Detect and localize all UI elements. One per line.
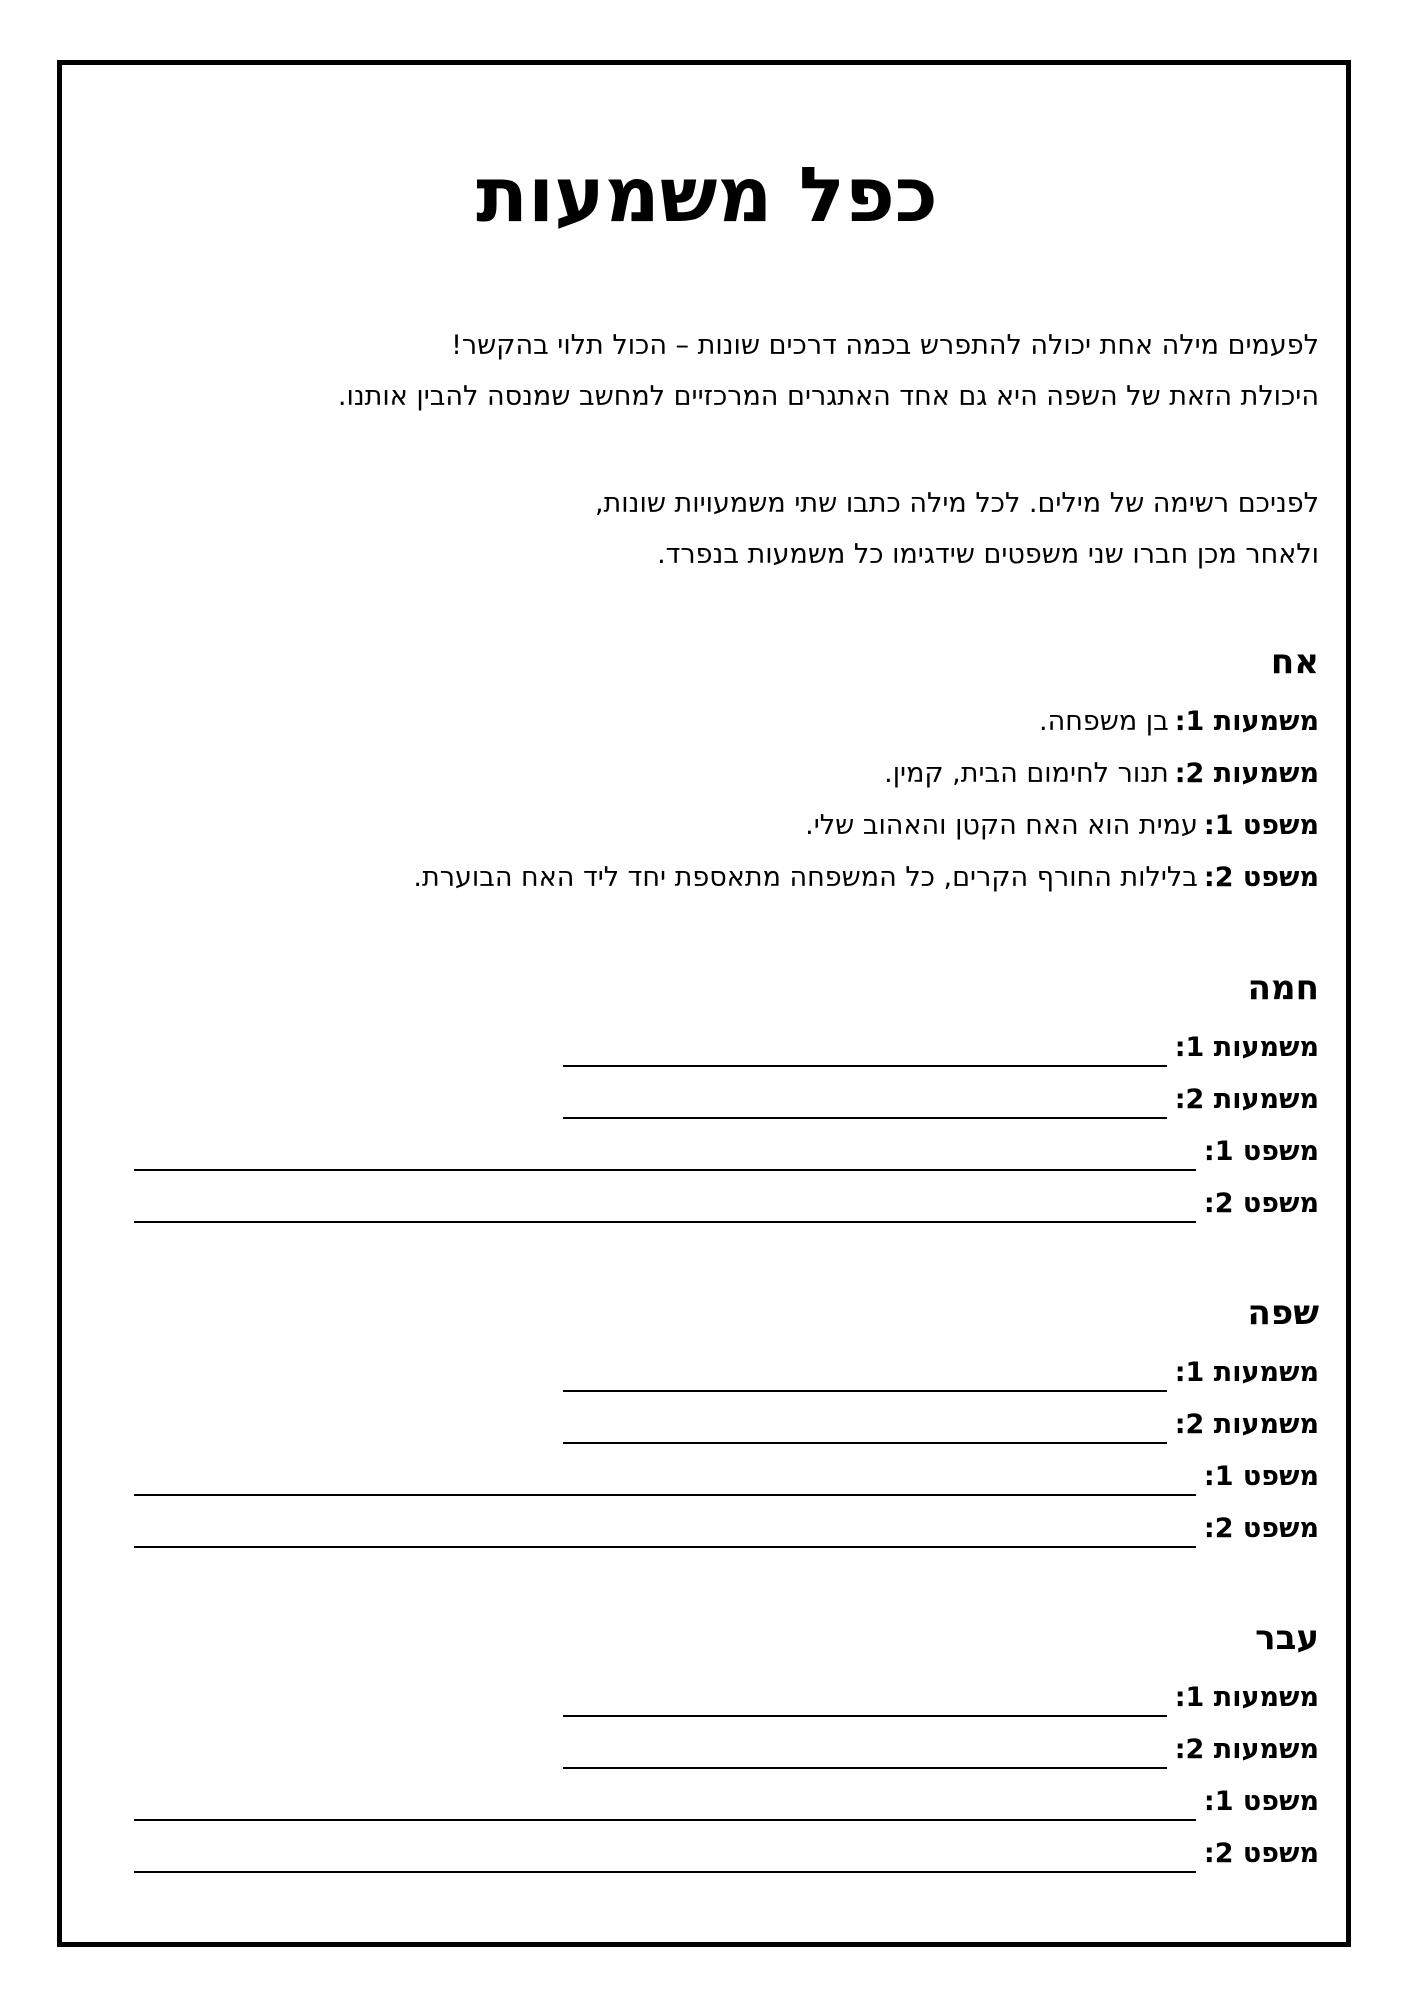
sentence-2-answer-line[interactable] [134,1841,1196,1873]
sentence-1-label: משפט 1: [1203,1461,1319,1492]
sentence-2-label: משפט 2: [1203,1188,1319,1219]
sentence-2-answer-line[interactable] [134,1516,1196,1548]
meaning-1-answer-line[interactable] [563,1685,1167,1717]
intro-line: היכולת הזאת של השפה היא גם אחד האתגרים המרכזיים למחשב שמנסה להבין אותנו. [337,381,1319,412]
sentence-1-answer-line[interactable] [134,1139,1196,1171]
meaning-2-label: משמעות 2: [1174,1084,1319,1115]
meaning-2-answer-line[interactable] [563,1087,1167,1119]
example-sentence-1 [805,807,1319,845]
sentence-2-text: בלילות החורף הקרים, כל המשפחה מתאספת יחד ליד האח הבוערת. [413,862,1198,893]
instructions-paragraph [595,478,1319,580]
example-word-heading: אח [1270,642,1319,682]
meaning-2-label: משמעות 2: [1174,1734,1319,1765]
sentence-2-label: משפט 2: [1203,862,1319,893]
meaning-1-label: משמעות 1: [1174,706,1319,737]
exercise-word-heading: עבר [1255,1618,1319,1658]
sentence-1-label: משפט 1: [1203,1136,1319,1167]
meaning-2-answer-line[interactable] [563,1737,1167,1769]
meaning-2-answer-line[interactable] [563,1412,1167,1444]
meaning-1-answer-line[interactable] [563,1360,1167,1392]
exercise-sentence-2 [134,1835,1319,1873]
page-title: כפל משמעות [476,150,938,239]
exercise-word-heading: חמה [1247,968,1319,1008]
meaning-2-label: משמעות 2: [1174,1409,1319,1440]
sentence-1-answer-line[interactable] [134,1464,1196,1496]
exercise-sentence-1 [134,1133,1319,1171]
sentence-2-label: משפט 2: [1203,1513,1319,1544]
sentence-2-label: משפט 2: [1203,1838,1319,1869]
example-meaning-1 [1039,703,1319,741]
meaning-1-label: משמעות 1: [1174,1032,1319,1063]
intro-line: לפעמים מילה אחת יכולה להתפרש בכמה דרכים שונות – הכול תלוי בהקשר! [451,330,1319,361]
sentence-1-answer-line[interactable] [134,1789,1196,1821]
meaning-2-label: משמעות 2: [1174,758,1319,789]
meaning-2-text: תנור לחימום הבית, קמין. [884,758,1169,789]
instructions-line: לפניכם רשימה של מילים. לכל מילה כתבו שתי משמעויות שונות, [594,488,1319,519]
exercise-meaning-1 [563,1029,1319,1067]
exercise-meaning-2 [563,1731,1319,1769]
meaning-1-label: משמעות 1: [1174,1682,1319,1713]
exercise-sentence-2 [134,1185,1319,1223]
sentence-1-label: משפט 1: [1203,810,1319,841]
intro-paragraph [338,320,1319,422]
sentence-2-answer-line[interactable] [134,1191,1196,1223]
meaning-1-answer-line[interactable] [563,1035,1167,1067]
instructions-line: ולאחר מכן חברו שני משפטים שידגימו כל משמעות בנפרד. [657,539,1319,570]
example-meaning-2 [884,755,1319,793]
exercise-meaning-1 [563,1354,1319,1392]
exercise-sentence-2 [134,1510,1319,1548]
meaning-1-text: בן משפחה. [1038,706,1169,737]
exercise-meaning-1 [563,1679,1319,1717]
sentence-1-label: משפט 1: [1203,1786,1319,1817]
meaning-1-label: משמעות 1: [1174,1357,1319,1388]
example-sentence-2 [413,859,1319,897]
exercise-sentence-1 [134,1458,1319,1496]
exercise-sentence-1 [134,1783,1319,1821]
exercise-word-heading: שפה [1247,1293,1319,1333]
sentence-1-text: עמית הוא האח הקטן והאהוב שלי. [805,810,1198,841]
exercise-meaning-2 [563,1406,1319,1444]
exercise-meaning-2 [563,1081,1319,1119]
